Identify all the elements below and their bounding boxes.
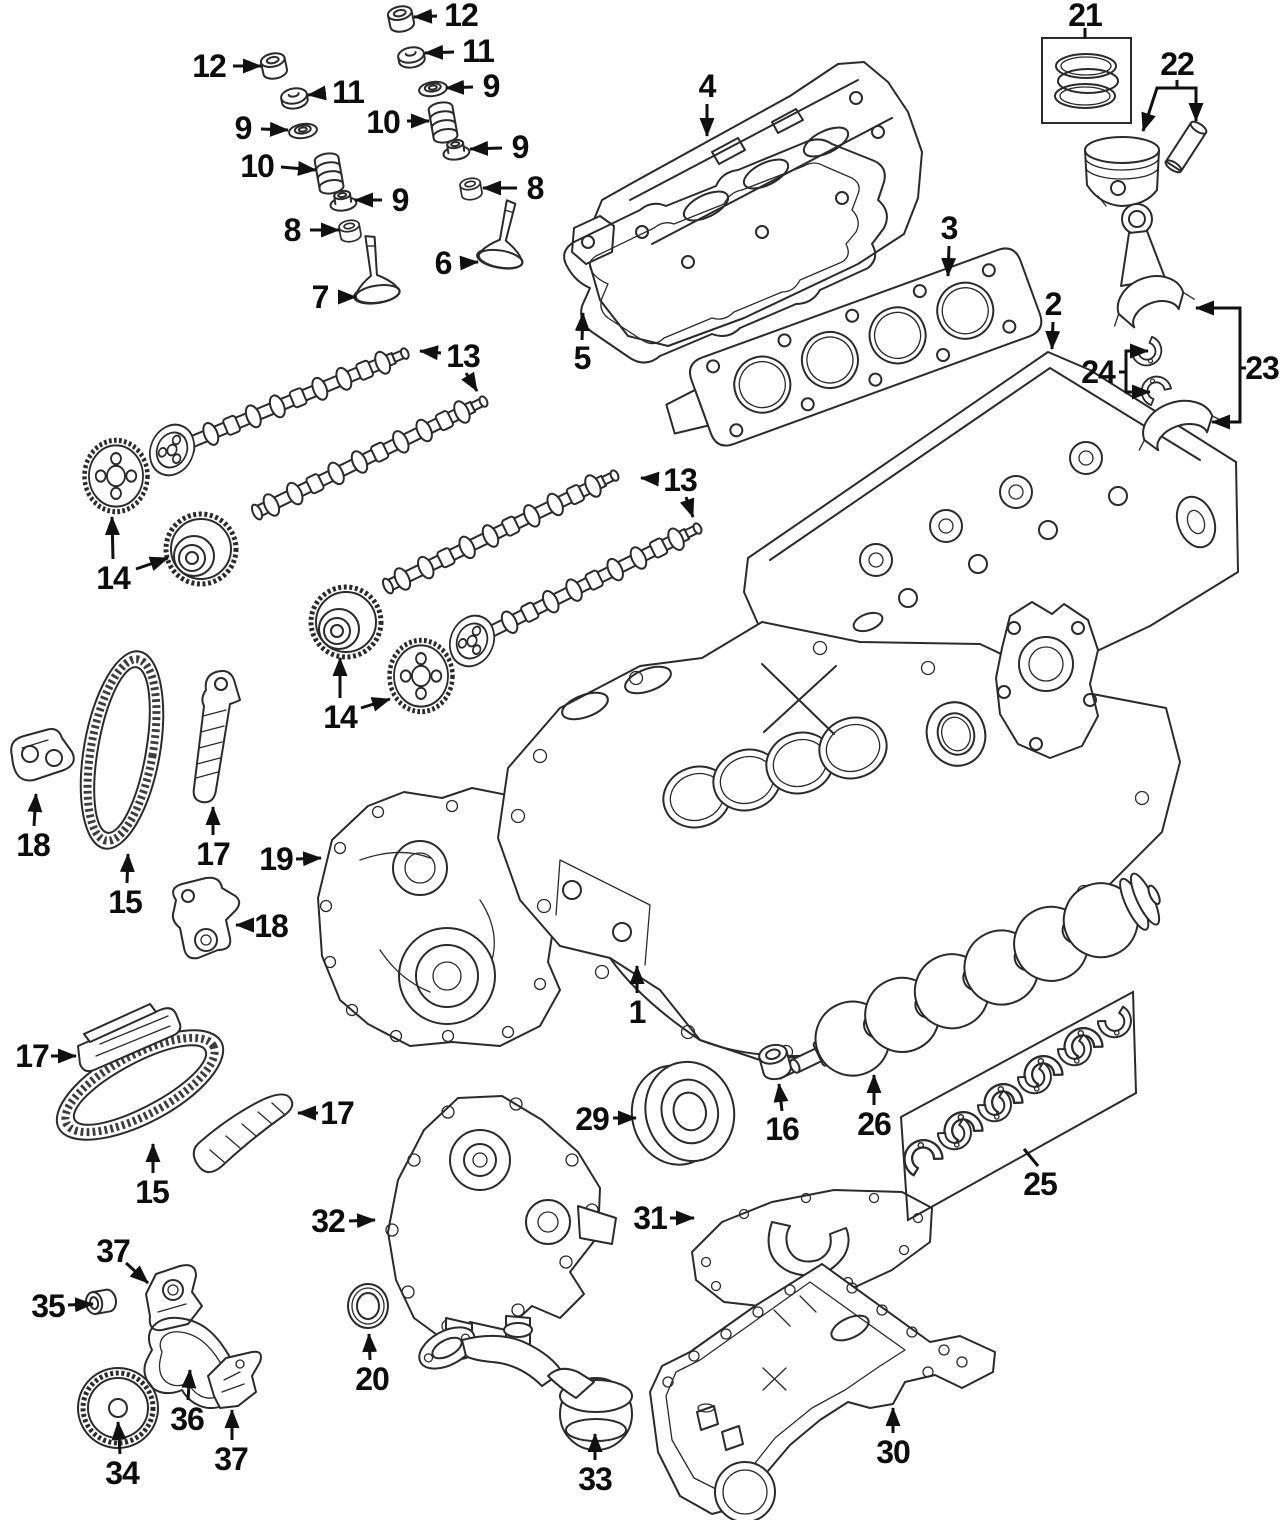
callout-number: 15 — [135, 1174, 169, 1210]
callout-21 — [1068, 0, 1102, 38]
part-oil-pan-drawing — [650, 1264, 995, 1520]
callout-leader-line — [34, 794, 36, 826]
callout-14 — [323, 658, 390, 735]
callout-leader-line — [296, 858, 321, 859]
callout-13 — [420, 338, 480, 391]
part-bracket-lower-drawing — [208, 1352, 261, 1408]
callout-number: 18 — [16, 827, 50, 863]
callout-number: 9 — [482, 68, 500, 104]
callout-number: 22 — [1160, 46, 1194, 82]
callout-37 — [96, 1233, 148, 1283]
callout-leader-line — [461, 262, 478, 263]
callout-29 — [575, 1101, 636, 1137]
callout-number: 12 — [192, 48, 226, 84]
callout-number: 21 — [1068, 0, 1102, 33]
callout-26 — [857, 1075, 891, 1142]
callout-8 — [483, 170, 544, 206]
part-piston-pin-drawing — [1164, 119, 1209, 174]
callout-number: 33 — [578, 1461, 612, 1497]
parts-artwork — [11, 4, 1238, 1520]
part-seal-retainer-drawing — [996, 602, 1098, 758]
callout-number: 9 — [511, 129, 529, 165]
callout-12 — [192, 48, 261, 84]
callout-17 — [196, 807, 230, 872]
callout-number: 30 — [876, 1434, 910, 1470]
callout-25 — [1023, 1149, 1057, 1202]
callout-number: 29 — [575, 1101, 609, 1137]
callout-leader-line — [68, 1304, 93, 1305]
callout-leader-line — [1143, 80, 1177, 131]
part-camshafts-drawing — [142, 342, 706, 674]
callout-number: 11 — [332, 74, 364, 110]
callout-leader-line — [361, 699, 390, 708]
callout-leader-line — [127, 854, 128, 883]
callout-15 — [135, 1144, 169, 1210]
part-front-seal-drawing — [348, 1284, 388, 1328]
callout-number: 37 — [214, 1441, 248, 1477]
callout-leader-line — [136, 558, 168, 569]
callout-number: 17 — [196, 836, 230, 872]
callout-18 — [16, 794, 50, 863]
callout-leader-line — [425, 52, 454, 53]
callout-number: 14 — [96, 560, 130, 596]
callout-leader-line — [369, 1334, 370, 1360]
callout-number: 2 — [1044, 286, 1062, 322]
callout-number: 24 — [1081, 354, 1115, 390]
callout-4 — [699, 68, 717, 136]
callout-number: 7 — [311, 279, 329, 315]
callout-leader-line — [414, 16, 437, 17]
part-tensioner-lower-drawing — [173, 878, 239, 959]
callout-number: 9 — [234, 110, 252, 146]
callout-18 — [236, 908, 288, 944]
callout-11 — [308, 74, 364, 110]
callout-number: 16 — [765, 1111, 799, 1147]
callout-number: 23 — [1245, 350, 1279, 386]
part-plug-drawing — [84, 1288, 117, 1315]
part-chain-guide-upper-drawing — [194, 671, 240, 802]
callout-number: 17 — [320, 1095, 354, 1131]
callout-9 — [446, 68, 500, 104]
callout-number: 37 — [96, 1233, 130, 1269]
callout-9 — [235, 110, 288, 146]
callout-35 — [31, 1288, 93, 1324]
callout-9 — [355, 182, 409, 218]
callout-number: 12 — [444, 0, 478, 33]
callout-number: 26 — [857, 1106, 891, 1142]
callout-leader-line — [1177, 88, 1196, 121]
part-timing-chain-primary-drawing — [67, 645, 177, 855]
callout-leader-line — [420, 351, 441, 353]
callout-31 — [633, 1200, 694, 1236]
callout-11 — [425, 33, 494, 69]
callout-number: 11 — [462, 33, 494, 69]
part-crank-pulley-drawing — [621, 1052, 745, 1175]
part-chain-guide-lower-drawing — [194, 1094, 293, 1172]
callout-5 — [574, 313, 591, 376]
callout-leader-line — [118, 1422, 120, 1454]
callout-leader-line — [112, 517, 113, 559]
callout-12 — [414, 0, 478, 33]
callout-leader-line — [779, 1084, 782, 1111]
callout-16 — [765, 1084, 799, 1147]
callout-leader-line — [308, 93, 326, 95]
part-connecting-rod-drawing — [1103, 204, 1197, 334]
callout-leader-line — [261, 129, 288, 130]
callout-17 — [15, 1038, 76, 1074]
callout-number: 31 — [633, 1200, 667, 1236]
callout-leader-line — [281, 167, 316, 170]
callout-number: 6 — [434, 245, 452, 281]
callout-number: 14 — [323, 699, 357, 735]
callout-9 — [470, 129, 529, 165]
callout-13 — [641, 462, 697, 517]
callout-number: 5 — [573, 340, 591, 376]
callout-leader-line — [1052, 322, 1053, 349]
callout-22 — [1143, 46, 1196, 131]
callout-leader-line — [446, 87, 473, 88]
callout-10 — [366, 104, 429, 140]
callout-number: 3 — [940, 210, 958, 246]
callout-36 — [170, 1370, 204, 1437]
part-rod-bearings-drawing — [1131, 336, 1173, 407]
callout-8 — [284, 212, 339, 248]
callout-15 — [108, 854, 142, 920]
callout-7 — [312, 279, 356, 315]
callout-number: 13 — [446, 338, 480, 374]
callout-leader-line — [948, 246, 949, 276]
callout-20 — [355, 1334, 389, 1397]
callout-leader-line — [641, 478, 658, 479]
callout-leader-line — [466, 373, 477, 391]
callout-number: 36 — [170, 1401, 204, 1437]
part-piston-rings-drawing — [1055, 54, 1118, 108]
callout-leader-line — [188, 1370, 190, 1400]
callout-number: 20 — [355, 1361, 389, 1397]
callout-number: 13 — [663, 462, 697, 498]
callout-number: 25 — [1023, 1166, 1057, 1202]
callout-number: 8 — [526, 170, 544, 206]
callout-30 — [876, 1408, 910, 1470]
callout-number: 9 — [391, 182, 409, 218]
callout-leader-line — [686, 497, 693, 517]
callout-number: 8 — [283, 212, 301, 248]
part-tensioner-upper-drawing — [11, 729, 74, 781]
callout-number: 19 — [259, 841, 293, 877]
callout-23 — [1196, 308, 1279, 422]
callout-17 — [298, 1095, 354, 1131]
callout-number: 10 — [366, 104, 400, 140]
part-piston-drawing — [1085, 137, 1159, 206]
callout-37 — [214, 1410, 248, 1477]
callout-leader-line — [349, 1220, 375, 1221]
callout-number: 17 — [15, 1038, 49, 1074]
callout-number: 4 — [698, 68, 716, 104]
callout-leader-line — [1212, 368, 1240, 422]
callout-10 — [240, 148, 316, 184]
callout-2 — [1045, 286, 1062, 349]
callout-number: 10 — [240, 148, 274, 184]
callout-19 — [259, 841, 321, 877]
callout-leader-line — [582, 313, 583, 340]
callout-number: 18 — [254, 908, 288, 944]
callout-leader-line — [1196, 308, 1246, 368]
callout-number: 32 — [311, 1203, 345, 1239]
callout-number: 34 — [105, 1455, 139, 1491]
callout-number: 15 — [108, 884, 142, 920]
callout-14 — [96, 517, 168, 596]
callout-leader-line — [470, 148, 502, 149]
callout-number: 1 — [628, 994, 646, 1030]
callout-32 — [311, 1203, 375, 1239]
callout-number: 35 — [31, 1288, 65, 1324]
callout-6 — [435, 245, 478, 281]
